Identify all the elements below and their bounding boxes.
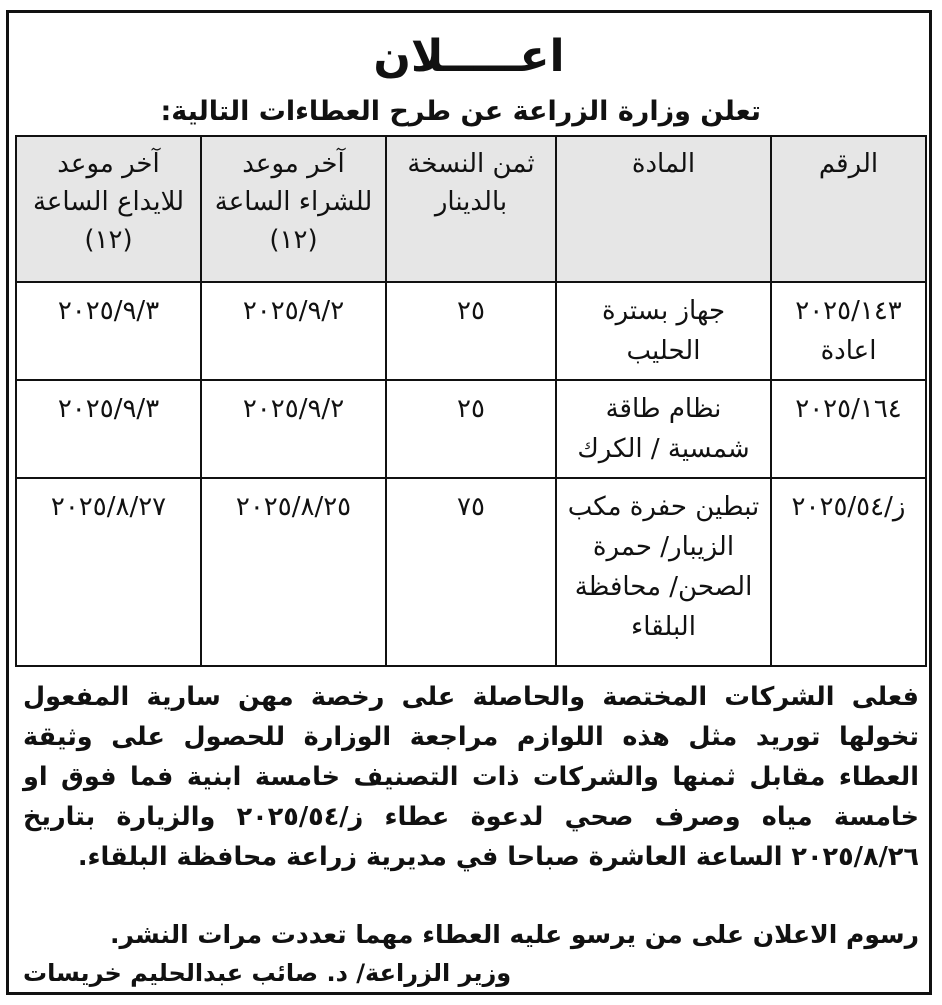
header-number: الرقم bbox=[771, 136, 926, 282]
cell-price: ٢٥ bbox=[386, 380, 556, 478]
body-paragraph: فعلى الشركات المختصة والحاصلة على رخصة مهن سارية المفعول تخولها توريد مثل هذه اللوازم مراجعة الوزارة للحصول على وثيقة العطاء مقابل ثمنها والشركات ذات التصنيف خامسة ابنية فما فوق او خامسة مياه وصرف صحي لدعوة عطاء ز/٢٠٢٥/٥٤ والزيارة بتاريخ ٢٠٢٥/٨/٢٦ الساعة العاشرة صباحا في مديرية زراعة محافظة البلقاء. bbox=[23, 682, 920, 872]
cell-number: ٢٠٢٥/١٦٤ bbox=[771, 380, 926, 478]
table-row bbox=[16, 282, 926, 380]
cell-material: نظام طاقة شمسية / الكرك bbox=[556, 380, 771, 478]
cell-deposit-deadline: ٢٠٢٥/٨/٢٧ bbox=[16, 478, 201, 666]
announcement-subtitle: تعلن وزارة الزراعة عن طرح العطاءات التالية: bbox=[160, 96, 761, 127]
table-header-row bbox=[16, 136, 926, 282]
cell-purchase-deadline: ٢٠٢٥/٩/٢ bbox=[201, 380, 386, 478]
cell-price: ٧٥ bbox=[386, 478, 556, 666]
cell-purchase-deadline: ٢٠٢٥/٨/٢٥ bbox=[201, 478, 386, 666]
announcement-title: اعـــــلان bbox=[373, 31, 565, 82]
header-price: ثمن النسخة بالدينار bbox=[386, 136, 556, 282]
tenders-table bbox=[15, 135, 927, 667]
cell-deposit-deadline: ٢٠٢٥/٩/٣ bbox=[16, 282, 201, 380]
announcement-frame bbox=[6, 10, 932, 995]
cell-number: ز/٢٠٢٥/٥٤ bbox=[771, 478, 926, 666]
cell-deposit-deadline: ٢٠٢٥/٩/٣ bbox=[16, 380, 201, 478]
cell-material: جهاز بسترة الحليب bbox=[556, 282, 771, 380]
table-row bbox=[16, 380, 926, 478]
fees-note: رسوم الاعلان على من يرسو عليه العطاء مهما تعددت مرات النشر. bbox=[110, 920, 919, 949]
cell-number: ٢٠٢٥/١٤٣ اعادة bbox=[771, 282, 926, 380]
header-deposit-deadline: آخر موعد للايداع الساعة (١٢) bbox=[16, 136, 201, 282]
header-purchase-deadline: آخر موعد للشراء الساعة (١٢) bbox=[201, 136, 386, 282]
table-row bbox=[16, 478, 926, 666]
cell-material: تبطين حفرة مكب الزيبار/ حمرة الصحن/ محافظة البلقاء bbox=[556, 478, 771, 666]
cell-purchase-deadline: ٢٠٢٥/٩/٢ bbox=[201, 282, 386, 380]
cell-price: ٢٥ bbox=[386, 282, 556, 380]
minister-signature: وزير الزراعة/ د. صائب عبدالحليم خريسات bbox=[23, 959, 512, 987]
header-material: المادة bbox=[556, 136, 771, 282]
